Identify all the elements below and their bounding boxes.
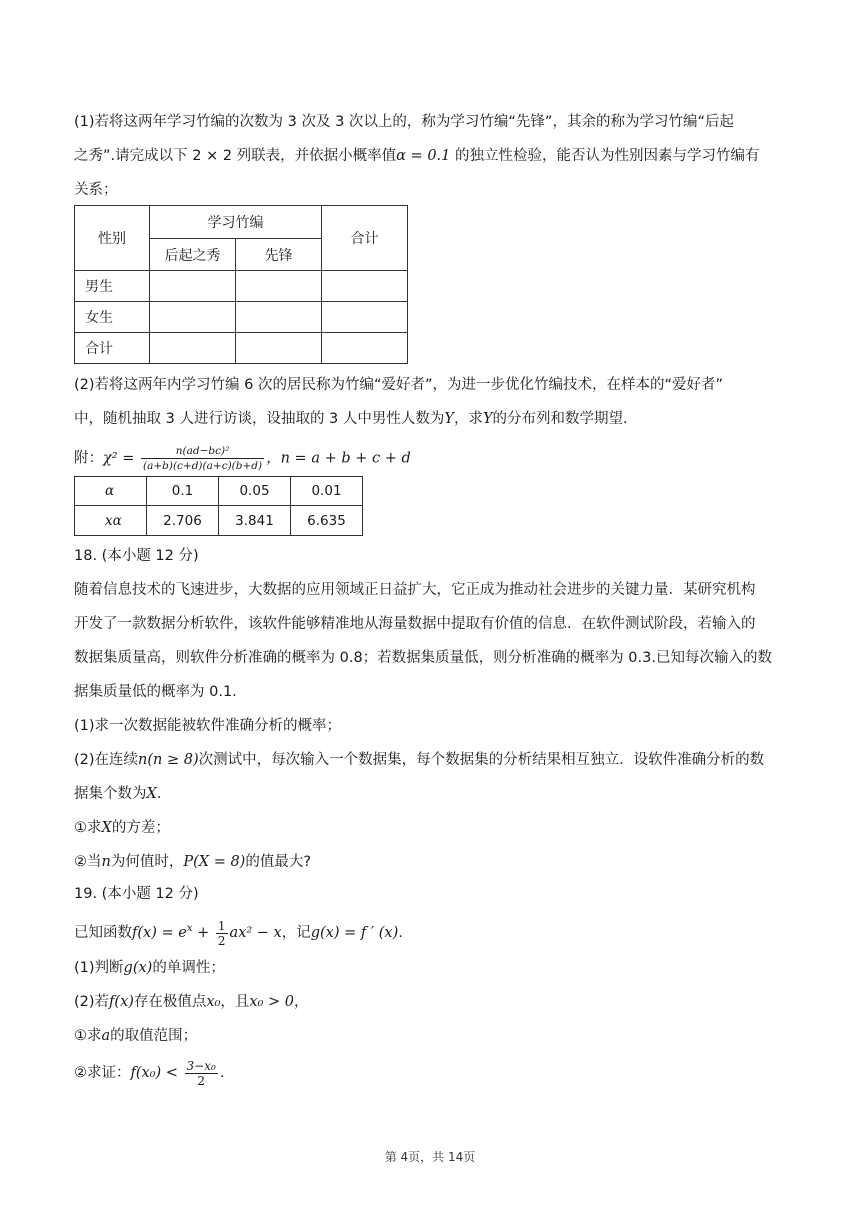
q18-sub2-text-c: 据集个数为 <box>74 786 147 802</box>
page-footer: 第 4页，共 14页 <box>384 1150 476 1164</box>
q17-part1-text-a: 之秀”.请完成以下 2 × 2 列联表，并依据小概率值 <box>74 148 397 164</box>
appendix-label: 附： <box>74 450 103 467</box>
q19-function-def <box>74 918 786 948</box>
q18-paragraph-line2: 开发了一款数据分析软件，该软件能够精准地从海量数据中提取有价值的信息．在软件测试阶段，若输入的 <box>74 616 756 632</box>
q18-sub2-text-b: 次测试中，每次输入一个数据集，每个数据集的分析结果相互独立．设软件准确分析的数 <box>198 752 765 768</box>
g-definition: g(x) = f ′ (x) <box>310 925 399 941</box>
chi-square-numerator: n(ad−bc)² <box>141 444 264 459</box>
q19-sub2-text-c: ，且 <box>220 994 250 1010</box>
q17-part1-line1: (1)若将这两年学习竹编的次数为 3 次及 3 次以上的，称为学习竹编“先锋”，其余的称为学习竹编“后起 <box>74 114 734 130</box>
alpha-value: 0.1 <box>147 477 219 506</box>
bound-fraction <box>185 1059 218 1088</box>
q18-sub1: (1)求一次数据能被软件准确分析的概率； <box>74 718 342 734</box>
q19-sub2-text-b: 存在极值点 <box>133 994 207 1010</box>
q18-title: 18. (本小题 12 分) <box>74 548 199 564</box>
subheader-latecomer: 后起之秀 <box>150 239 236 271</box>
f-x0-lhs: f(x₀) < <box>130 1065 183 1081</box>
var-x: X <box>146 786 157 802</box>
q19-sub2 <box>74 992 786 1012</box>
f-of-x: f(x) <box>109 994 134 1010</box>
row-label-female: 女生 <box>75 302 150 333</box>
q17-part2-text-c: 的分布列和数学期望. <box>492 411 628 427</box>
q19-text-b: ，记 <box>281 925 311 941</box>
q18-paragraph-line3: 数据集质量高，则软件分析准确的概率为 0.8；若数据集质量低，则分析准确的概率为 0.3.已知每次输入的数 <box>74 650 772 666</box>
n-condition: n(n ≥ 8) <box>138 752 199 768</box>
q18-sub2-line1 <box>74 750 786 770</box>
q17-part1-text-b: 的独立性检验，能否认为性别因素与学习竹编有 <box>450 148 760 164</box>
q17-part2-line2 <box>74 409 786 429</box>
f-rest: ax² − x <box>229 925 282 941</box>
x-alpha-label: xα <box>75 506 147 536</box>
x0: x₀ <box>206 994 221 1010</box>
table-cell <box>236 333 322 364</box>
header-learning-group: 学习竹编 <box>150 206 322 239</box>
q19-sub3 <box>74 1026 786 1046</box>
table-cell <box>322 302 408 333</box>
alpha-value: 0.05 <box>219 477 291 506</box>
q19-sub3-text-a: ①求 <box>74 1028 102 1044</box>
q18-sub2-line2 <box>74 784 786 804</box>
table-cell <box>150 302 236 333</box>
q17-part2-line1: (2)若将这两年内学习竹编 6 次的居民称为竹编“爱好者”，为进一步优化竹编技术，在样本的“爱好者” <box>74 377 724 393</box>
q18-sub3-text-b: 的方差； <box>111 820 170 836</box>
q19-sub1-text-b: 的单调性； <box>152 960 225 976</box>
f-plus: + <box>192 925 214 941</box>
q18-sub2-text-a: (2)在连续 <box>74 752 139 768</box>
q17-part1-line3: 关系； <box>74 182 118 198</box>
critical-value: 6.635 <box>291 506 363 536</box>
g-of-x: g(x) <box>123 960 153 976</box>
appendix-formula <box>74 444 786 473</box>
subheader-pioneer: 先锋 <box>236 239 322 271</box>
table-cell <box>322 333 408 364</box>
chi-square-denominator: (a+b)(c+d)(a+c)(b+d) <box>142 460 263 472</box>
table-cell <box>150 271 236 302</box>
q18-sub2-text-d: . <box>156 786 162 802</box>
half-numerator: 1 <box>217 918 226 933</box>
q17-part2-text-a: 中，随机抽取 3 人进行访谈，设抽取的 3 人中男性人数为 <box>74 411 445 427</box>
q19-sub2-text-d: ， <box>294 994 309 1010</box>
header-gender: 性别 <box>75 206 150 271</box>
chi-square-lhs: χ² = <box>103 450 139 467</box>
var-a: a <box>101 1028 111 1044</box>
contingency-table <box>74 205 408 364</box>
alpha-label: α <box>75 477 147 506</box>
q18-sub4-text-c: 的值最大? <box>245 854 312 870</box>
alpha-value: 0.01 <box>291 477 363 506</box>
q17-alpha-value: α = 0.1 <box>396 148 451 164</box>
table-cell <box>236 302 322 333</box>
critical-value: 2.706 <box>147 506 219 536</box>
x0-positive: x₀ > 0 <box>249 994 294 1010</box>
q17-part2-text-b: ，求 <box>453 411 483 427</box>
var-y-2: Y <box>482 411 493 427</box>
q17-part1-line2 <box>74 146 786 166</box>
q18-sub4-text-a: ②当 <box>74 854 102 870</box>
q19-sub3-text-b: 的取值范围； <box>110 1028 198 1044</box>
table-cell <box>236 271 322 302</box>
q18-sub3-text-a: ①求 <box>74 820 102 836</box>
q19-sub1 <box>74 958 786 978</box>
q19-sub1-text-a: (1)判断 <box>74 960 124 976</box>
q19-text-c: . <box>398 925 403 941</box>
header-total: 合计 <box>322 206 408 271</box>
n-formula: ，n = a + b + c + d <box>266 450 411 467</box>
prob-expression: P(X = 8) <box>183 854 246 870</box>
q18-paragraph-line4: 据集质量低的概率为 0.1． <box>74 684 247 700</box>
q19-sub4-text-a: ②求证： <box>74 1065 131 1081</box>
critical-value: 3.841 <box>219 506 291 536</box>
half-fraction <box>216 919 228 948</box>
q19-title: 19. (本小题 12 分) <box>74 886 199 902</box>
chi-square-fraction <box>141 444 264 473</box>
var-n: n <box>101 854 111 870</box>
q18-sub3 <box>74 818 786 838</box>
var-x-2: X <box>101 820 112 836</box>
critical-value-table <box>74 476 363 536</box>
var-y: Y <box>444 411 454 427</box>
q19-sub2-text-a: (2)若 <box>74 994 110 1010</box>
q19-text-a: 已知函数 <box>74 925 132 941</box>
row-label-total: 合计 <box>75 333 150 364</box>
half-denominator: 2 <box>217 933 226 948</box>
row-label-male: 男生 <box>75 271 150 302</box>
q18-sub4-text-b: 为何值时， <box>110 854 184 870</box>
f-lhs: f(x) = e <box>132 925 187 941</box>
table-cell <box>322 271 408 302</box>
q19-sub4 <box>74 1058 786 1088</box>
q19-sub4-end: . <box>219 1065 225 1081</box>
f-exponent: x <box>186 923 193 935</box>
q18-paragraph-line1: 随着信息技术的飞速进步，大数据的应用领域正日益扩大，它正成为推动社会进步的关键力量．某研究机构 <box>74 582 756 598</box>
bound-denominator: 2 <box>197 1073 205 1088</box>
q18-sub4 <box>74 852 786 872</box>
bound-numerator: 3−x₀ <box>186 1058 216 1073</box>
table-cell <box>150 333 236 364</box>
